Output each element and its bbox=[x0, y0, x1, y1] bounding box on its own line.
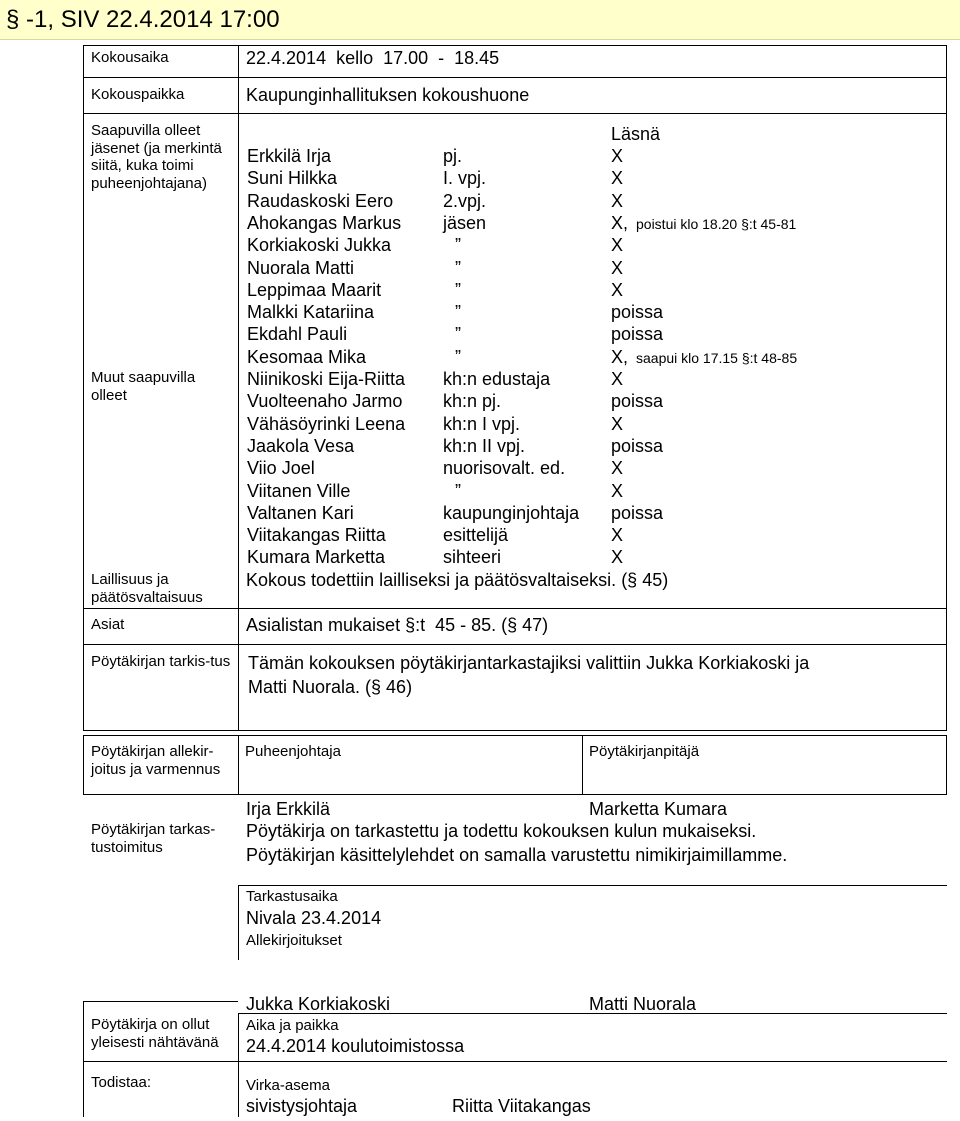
publication-top-border bbox=[83, 1001, 238, 1002]
signing-label-divider bbox=[238, 735, 239, 794]
attendee-status: X bbox=[611, 547, 624, 568]
attendee-role: jäsen bbox=[443, 212, 487, 233]
meeting-place-label: Kokouspaikka bbox=[91, 86, 185, 103]
signature-2: Matti Nuorala bbox=[589, 994, 697, 1014]
attendee-status: poissa bbox=[611, 324, 664, 345]
page-header: § -1, SIV 22.4.2014 17:00 bbox=[0, 0, 960, 40]
attendee-status: X bbox=[611, 168, 624, 189]
inspection-date-value: Nivala 23.4.2014 bbox=[246, 908, 382, 928]
attendee-status: X bbox=[611, 190, 624, 211]
checking-line2: Matti Nuorala. (§ 46) bbox=[248, 677, 413, 697]
publication-inner-left bbox=[238, 1013, 239, 1061]
witness-label: Todistaa: bbox=[91, 1074, 152, 1091]
attendee-role: kh:n II vpj. bbox=[443, 435, 526, 456]
legality-label: Laillisuus ja päätösvaltaisuus bbox=[91, 571, 203, 606]
attendee-note: poistui klo 18.20 §:t 45-81 bbox=[636, 215, 797, 232]
publication-bottom-border bbox=[83, 1061, 947, 1062]
attendee-status: X bbox=[611, 146, 624, 166]
checking-line1: Tämän kokouksen pöytäkirjantarkastajiksi valittiin Jukka Korkiakoski ja bbox=[248, 653, 810, 673]
attendee-role: nuorisovalt. ed. bbox=[443, 458, 566, 479]
office-label: Virka-asema bbox=[246, 1077, 330, 1094]
attendee-role: ” bbox=[455, 279, 461, 300]
row-divider bbox=[83, 644, 947, 645]
inspection-label: Pöytäkirjan tarkas-tustoimitus bbox=[91, 821, 216, 856]
meeting-time-label: Kokousaika bbox=[91, 49, 169, 66]
row-divider bbox=[83, 77, 947, 78]
inspection-bottom-border bbox=[238, 885, 947, 886]
office-value: sivistysjohtaja bbox=[246, 1096, 358, 1116]
table-label-divider bbox=[238, 45, 239, 730]
attendee-role: ” bbox=[455, 235, 461, 256]
chair-name: Irja Erkkilä bbox=[246, 799, 331, 819]
attendee-role: ” bbox=[455, 324, 461, 345]
signing-middle-divider bbox=[582, 735, 583, 794]
attendee-name: Suni Hilkka bbox=[247, 168, 338, 189]
attendee-role: kh:n pj. bbox=[443, 391, 502, 412]
attendee-status: poissa bbox=[611, 435, 664, 456]
table-right-border bbox=[946, 45, 947, 730]
attendee-status: X bbox=[611, 525, 624, 546]
inspection-line2: Pöytäkirjan käsittelylehdet on samalla varustettu nimikirjaimillamme. bbox=[246, 845, 788, 865]
attendee-role: ” bbox=[455, 346, 461, 367]
publication-label: Pöytäkirja on ollut yleisesti nähtävänä bbox=[91, 1016, 219, 1051]
attendee-status: X bbox=[611, 369, 624, 389]
secretary-name: Marketta Kumara bbox=[589, 799, 728, 819]
others-label: Muut saapuvilla olleet bbox=[91, 369, 196, 404]
attendee-name: Viitakangas Riitta bbox=[247, 525, 386, 546]
attendee-role: kh:n I vpj. bbox=[443, 413, 521, 434]
attendee-note: saapui klo 17.15 §:t 48-85 bbox=[636, 349, 798, 366]
members-label: Saapuvilla olleet jäsenet (ja merkintä siitä, kuka toimi puheenjohtajana) bbox=[91, 122, 222, 192]
attendee-name: Erkkilä Irja bbox=[247, 146, 332, 166]
attendee-name: Ahokangas Markus bbox=[247, 212, 402, 233]
attendee-role: kaupunginjohtaja bbox=[443, 502, 580, 523]
attendee-status: poissa bbox=[611, 302, 664, 323]
legality-text: Kokous todettiin lailliseksi ja päätösvaltaiseksi. (§ 45) bbox=[246, 570, 669, 590]
inspection-label-divider bbox=[238, 885, 239, 960]
attendee-status: X bbox=[611, 413, 624, 434]
attendee-role: pj. bbox=[443, 146, 463, 166]
signature-1: Jukka Korkiakoski bbox=[246, 994, 391, 1014]
meeting-time-value: 22.4.2014 kello 17.00 - 18.45 bbox=[246, 48, 500, 68]
attendee-name: Vuolteenaho Jarmo bbox=[247, 391, 403, 412]
table-bottom-border bbox=[83, 730, 947, 731]
chair-label: Puheenjohtaja bbox=[245, 743, 341, 760]
attendee-role: ” bbox=[455, 302, 461, 323]
attendee-role: 2.vpj. bbox=[443, 190, 487, 211]
attendee-name: Viio Joel bbox=[247, 458, 315, 479]
attendee-status: X, bbox=[611, 212, 629, 233]
attendee-name: Kumara Marketta bbox=[247, 547, 386, 568]
attendee-name: Valtanen Kari bbox=[247, 502, 354, 523]
attendee-name: Niinikoski Eija-Riitta bbox=[247, 369, 406, 389]
attendee-name: Nuorala Matti bbox=[247, 257, 355, 278]
checking-label: Pöytäkirjan tarkis-tus bbox=[91, 653, 231, 670]
row-divider bbox=[83, 113, 947, 114]
agenda-label: Asiat bbox=[91, 616, 125, 633]
inspection-date-label: Tarkastusaika bbox=[246, 888, 338, 905]
row-divider bbox=[83, 608, 947, 609]
attendee-name: Vähäsöyrinki Leena bbox=[247, 413, 406, 434]
meeting-place-value: Kaupunginhallituksen kokoushuone bbox=[246, 85, 530, 105]
attendee-status: X bbox=[611, 257, 624, 278]
inspection-line1: Pöytäkirja on tarkastettu ja todettu kokouksen kulun mukaiseksi. bbox=[246, 821, 757, 841]
attendee-role: sihteeri bbox=[443, 547, 502, 568]
publication-place-label: Aika ja paikka bbox=[246, 1017, 339, 1034]
present-header: Läsnä bbox=[611, 124, 661, 144]
witness-name: Riitta Viitakangas bbox=[452, 1096, 591, 1116]
attendee-name: Malkki Katariina bbox=[247, 302, 375, 323]
attendee-role: esittelijä bbox=[443, 525, 509, 546]
attendee-role: I. vpj. bbox=[443, 168, 487, 189]
agenda-text: Asialistan mukaiset §:t 45 - 85. (§ 47) bbox=[246, 615, 549, 635]
attendee-status: poissa bbox=[611, 502, 664, 523]
attendee-name: Korkiakoski Jukka bbox=[247, 235, 392, 256]
signing-right-border bbox=[946, 735, 947, 794]
secretary-label: Pöytäkirjanpitäjä bbox=[589, 743, 700, 760]
attendee-name: Raudaskoski Eero bbox=[247, 190, 394, 211]
publication-left-border bbox=[83, 1001, 84, 1061]
witness-left-border bbox=[83, 1061, 84, 1117]
signing-left-border bbox=[83, 735, 84, 794]
attendee-status: X bbox=[611, 458, 624, 479]
attendee-role: ” bbox=[455, 480, 461, 501]
attendee-status: X bbox=[611, 235, 624, 256]
witness-inner-left bbox=[238, 1061, 239, 1117]
attendee-name: Ekdahl Pauli bbox=[247, 324, 348, 345]
attendee-name: Viitanen Ville bbox=[247, 480, 351, 501]
attendee-status: X bbox=[611, 279, 624, 300]
attendee-role: ” bbox=[455, 257, 461, 278]
attendee-name: Kesomaa Mika bbox=[247, 346, 367, 367]
row-divider bbox=[83, 45, 947, 46]
attendee-status: X, bbox=[611, 346, 629, 367]
signing-label: Pöytäkirjan allekir-joitus ja varmennus bbox=[91, 743, 221, 778]
signatures-label: Allekirjoitukset bbox=[246, 932, 342, 949]
attendee-status: X bbox=[611, 480, 624, 501]
signing-bottom-border bbox=[83, 794, 947, 795]
attendee-role: kh:n edustaja bbox=[443, 369, 551, 389]
signing-top-border bbox=[83, 735, 947, 736]
publication-place-value: 24.4.2014 koulutoimistossa bbox=[246, 1036, 465, 1056]
attendee-name: Leppimaa Maarit bbox=[247, 279, 382, 300]
attendee-name: Jaakola Vesa bbox=[247, 435, 355, 456]
table-left-border bbox=[83, 45, 84, 730]
attendee-status: poissa bbox=[611, 391, 664, 412]
